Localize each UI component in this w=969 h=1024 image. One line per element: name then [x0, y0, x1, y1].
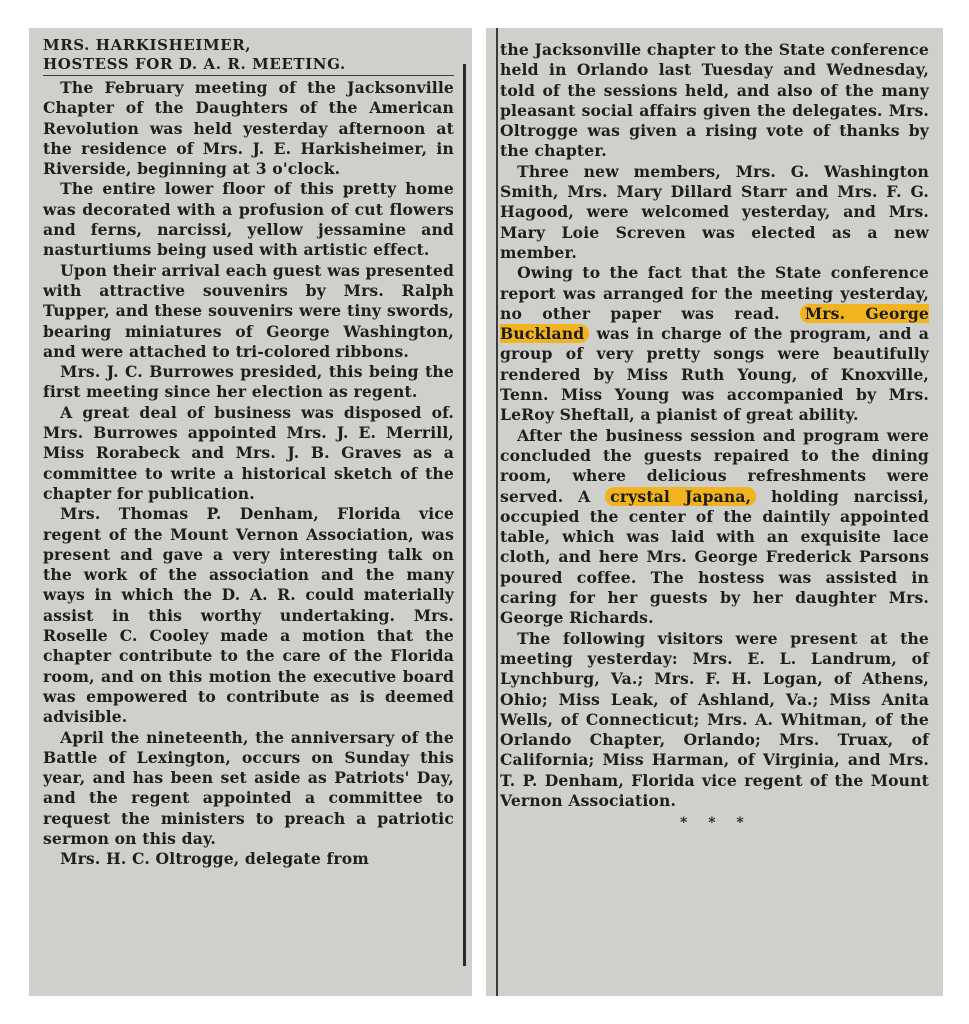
refreshments-text-after: holding narcissi, occupied the center of the daintily appointed table, which was laid with an exquisite lace cloth, and here Mrs. George Frederick Parsons poured coffee. The hostess was assisted in caring for her guests by her daughter Mrs. George Richards.: [500, 486, 929, 628]
headline: MRS. HARKISHEIMER,: [43, 36, 252, 54]
paragraph-program: [500, 263, 929, 425]
left-column: [29, 28, 472, 996]
paragraph-5: A great deal of business was disposed of. Mrs. Burrowes appointed Mrs. J. E. Merrill, Miss Rorabeck and Mrs. J. B. Graves as a committee to write a historical sketch of the chapter for publication.: [43, 402, 454, 503]
paragraph-4: Mrs. J. C. Burrowes presided, this being the first meeting since her election as regent.: [43, 362, 454, 402]
paragraph-8: Mrs. H. C. Oltrogge, delegate from: [60, 849, 369, 869]
program-text-after: was in charge of the program, and a group of very pretty songs were beautifully rendered by Miss Ruth Young, of Knoxville, Tenn. Miss Young was accompanied by Mrs. LeRoy Sheftall, a pianist of great ability.: [500, 324, 929, 425]
refreshments-text-before: After the business session and program were concluded the guests repaired to the dining room, where delicious refreshments were served. A: [500, 425, 929, 506]
paragraph-6: Mrs. Thomas P. Denham, Florida vice regent of the Mount Vernon Association, was present and gave a very interesting talk on the work of the association and the many ways in which the D. A. R. could materially assist in this worthy undertaking. Mrs. Roselle C. Cooley made a motion that the chapter contribute to the care of the Florida room, and on this motion the executive board was empowered to contribute as is deemed advisible.: [43, 504, 454, 727]
paragraph-3: Upon their arrival each guest was presented with attractive souvenirs by Mrs. Ralph Tupper, and these souvenirs were tiny swords, bearing miniatures of George Washington, and were attached to tri-colored ribbons.: [43, 260, 454, 361]
right-column: [486, 28, 943, 996]
column-rule: [463, 64, 466, 966]
program-text-before: Owing to the fact that the State conference report was arranged for the meeting yesterday, no other paper was read.: [500, 263, 929, 323]
paragraph-7: April the nineteenth, the anniversary of the Battle of Lexington, occurs on Sunday this year, and has been set aside as Patriots' Day, and the regent appointed a committee to request the ministers to preach a patriotic sermon on this day.: [43, 727, 454, 848]
subheadline: HOSTESS FOR D. A. R. MEETING.: [43, 55, 454, 76]
paragraph-2: The entire lower floor of this pretty home was decorated with a profusion of cut flowers and ferns, narcissi, yellow jessamine and nasturtiums being used with artistic effect.: [43, 179, 454, 260]
paragraph-new-members: Three new members, Mrs. G. Washington Smith, Mrs. Mary Dillard Starr and Mrs. F. G. Hagood, were welcomed yesterday, and Mrs. Mary Loie Screven was elected as a new member.: [500, 161, 929, 262]
column-rule-left: [496, 28, 498, 996]
paragraph-visitors: The following visitors were present at the meeting yesterday: Mrs. E. L. Landrum, of Lynchburg, Va.; Mrs. F. H. Logan, of Athens, Ohio; Miss Leak, of Ashland, Va.; Miss Anita Wells, of Connecticut; Mrs. A. Whitman, of the Orlando Chapter, Orlando; Mrs. Truax, of California; Miss Harman, of Virginia, and Mrs. T. P. Denham, Florida vice regent of the Mount Vernon Association.: [500, 628, 929, 810]
paragraph-continued: the Jacksonville chapter to the State conference held in Orlando last Tuesday and Wednesday, told of the sessions held, and also of the many pleasant social affairs given the delegates. Mrs. Oltrogge was given a rising vote of thanks by the chapter.: [500, 40, 929, 161]
end-mark: * * *: [680, 815, 752, 832]
paragraph-refreshments: [500, 426, 929, 629]
paragraph-1: The February meeting of the Jacksonville Chapter of the Daughters of the American Revolution was held yesterday afternoon at the residence of Mrs. J. E. Harkisheimer, in Riverside, beginning at 3 o'clock.: [43, 78, 454, 179]
highlight-buckland: Mrs. George Buckland: [500, 303, 929, 344]
highlight-crystal-japana: crystal Japana,: [605, 487, 756, 506]
